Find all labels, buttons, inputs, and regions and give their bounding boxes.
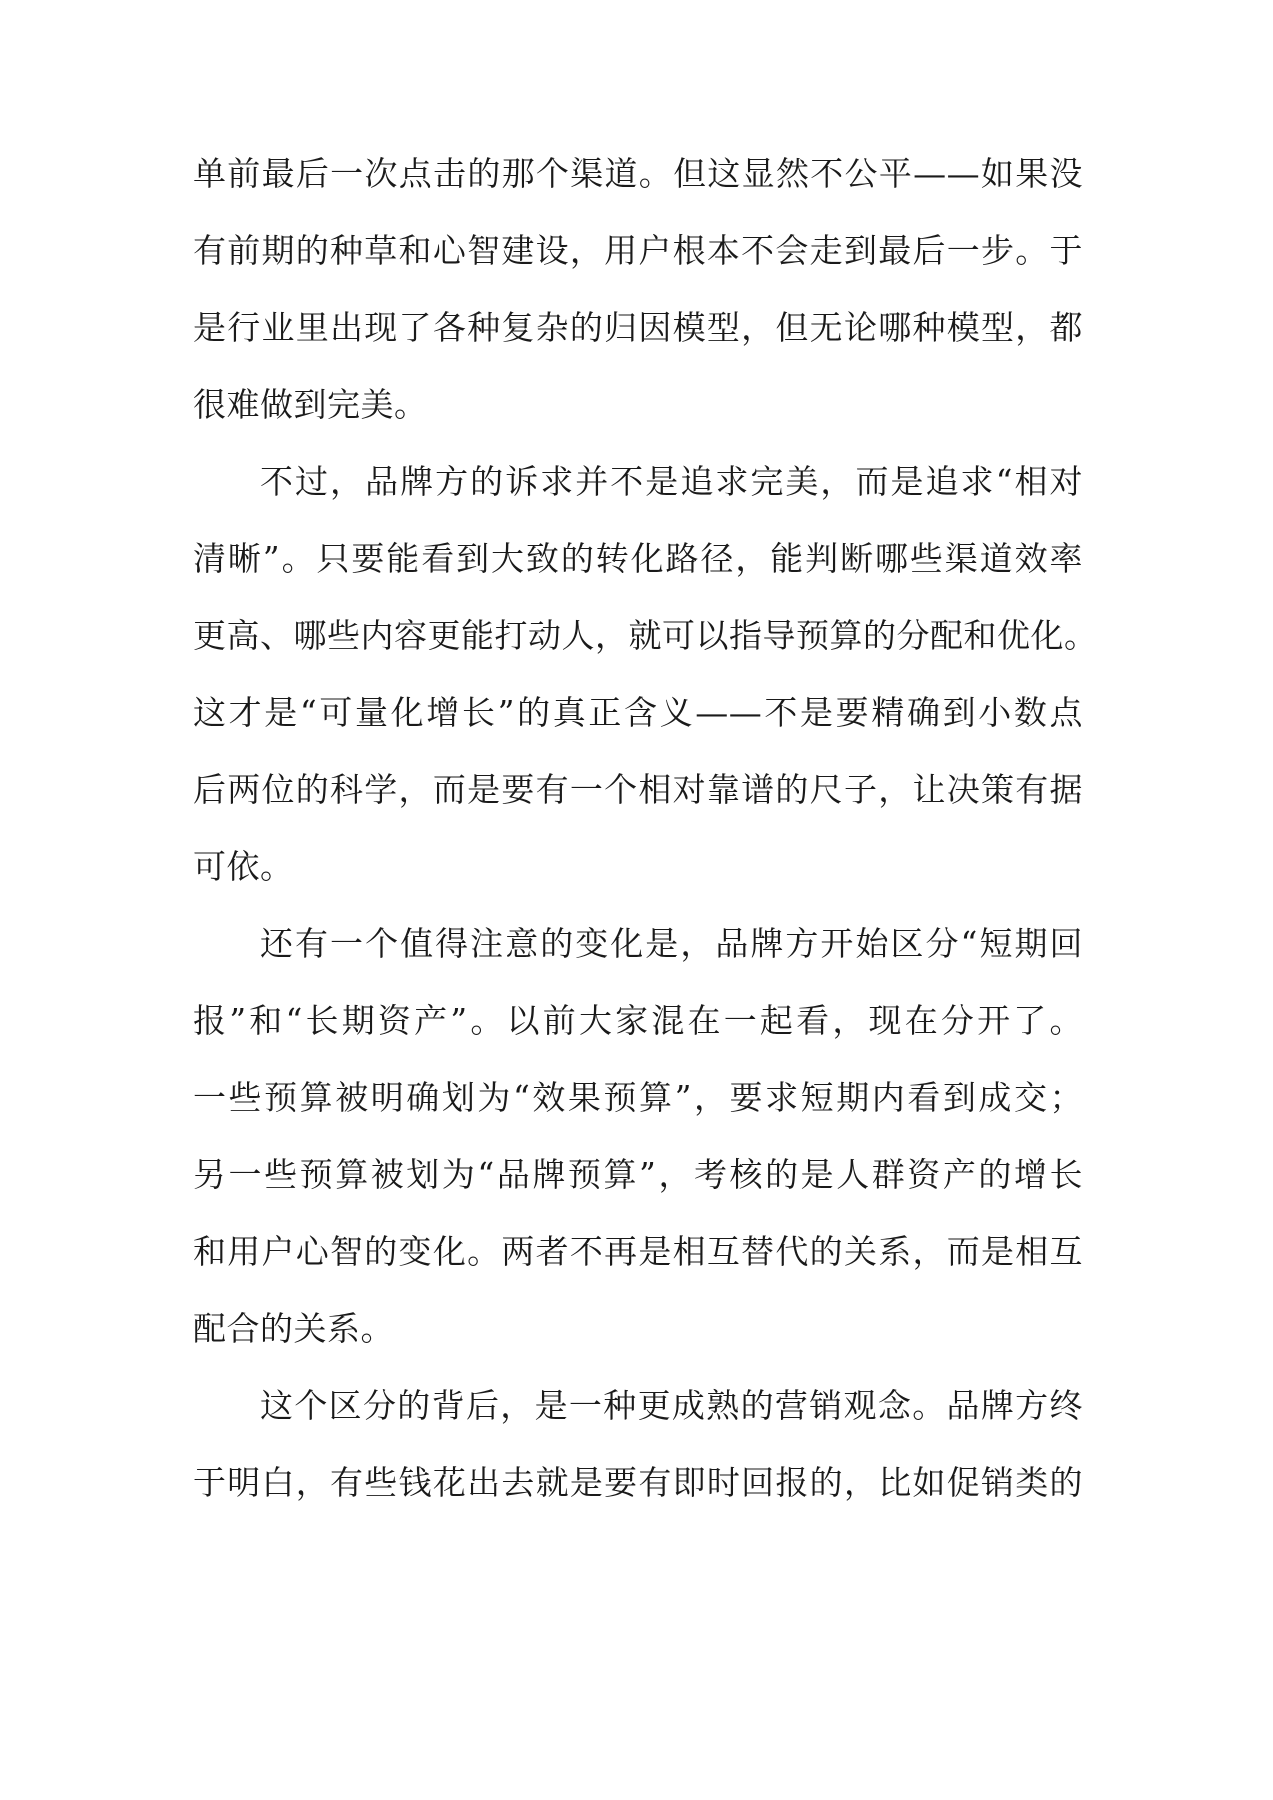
paragraph-3-line-2: 报”和“长期资产”。以前大家混在一起看，现在分开了。 [193,1001,1083,1040]
paragraph-3-line-5: 和用户心智的变化。两者不再是相互替代的关系，而是相互 [193,1232,1083,1271]
paragraph-2-line-1: 不过，品牌方的诉求并不是追求完美，而是追求“相对 [260,462,1083,501]
paragraph-3-line-4: 另一些预算被划为“品牌预算”，考核的是人群资产的增长 [193,1155,1083,1194]
paragraph-4-line-1: 这个区分的背后，是一种更成熟的营销观念。品牌方终 [260,1386,1083,1425]
paragraph-4-line-2: 于明白，有些钱花出去就是要有即时回报的，比如促销类的 [193,1463,1083,1502]
paragraph-2-line-2: 清晰”。只要能看到大致的转化路径，能判断哪些渠道效率 [193,539,1083,578]
paragraph-3-line-1: 还有一个值得注意的变化是，品牌方开始区分“短期回 [260,924,1083,963]
paragraph-3-line-6: 配合的关系。 [193,1309,394,1348]
paragraph-3-line-3: 一些预算被明确划为“效果预算”，要求短期内看到成交； [193,1078,1083,1117]
paragraph-2-line-6: 可依。 [193,847,294,886]
paragraph-2-line-5: 后两位的科学，而是要有一个相对靠谱的尺子，让决策有据 [193,770,1083,809]
paragraph-2-line-3: 更高、哪些内容更能打动人，就可以指导预算的分配和优化。 [193,616,1098,655]
paragraph-1-line-4: 很难做到完美。 [193,385,428,424]
paragraph-1-line-1: 单前最后一次点击的那个渠道。但这显然不公平——如果没 [193,154,1083,193]
paragraph-2-line-4: 这才是“可量化增长”的真正含义——不是要精确到小数点 [193,693,1083,732]
paragraph-1-line-2: 有前期的种草和心智建设，用户根本不会走到最后一步。于 [193,231,1083,270]
paragraph-1-line-3: 是行业里出现了各种复杂的归因模型，但无论哪种模型，都 [193,308,1083,347]
